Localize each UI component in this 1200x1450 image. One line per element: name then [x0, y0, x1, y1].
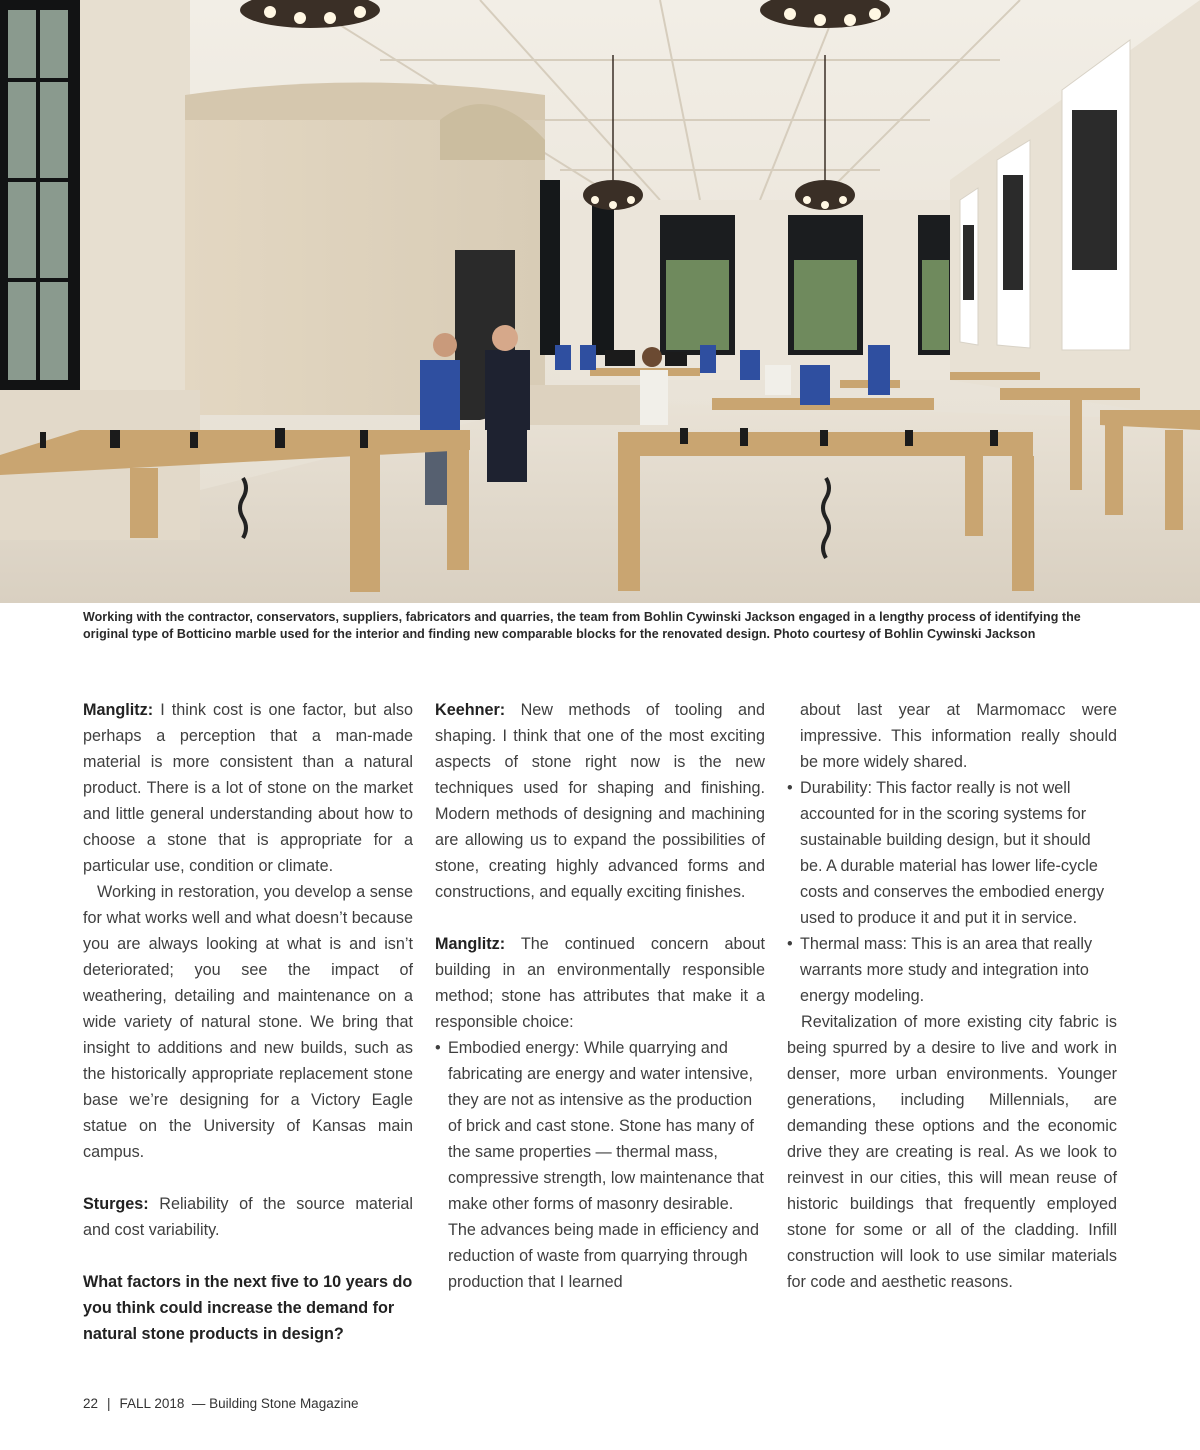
page-footer: [83, 1396, 358, 1411]
list-item-continuation: about last year at Marmomacc were impressive. This information really should be more widely shared.: [800, 701, 1117, 771]
paragraph-text: I think cost is one factor, but also perhaps a perception that a man-made material is more consistent than a natural product. There is a lot of stone on the market and little general understanding about how to choose a stone that is appropriate for a particular use, condition or climate.: [83, 701, 413, 875]
page-number: 22: [83, 1396, 99, 1411]
speaker-label: Manglitz:: [83, 701, 154, 719]
paragraph-text: New methods of tooling and shaping. I think that one of the most exciting aspects of stone right now is the new techniques used for shaping and finishing. Modern methods of designing and machining are allowing us to expand the possibilities of stone, creating highly advanced forms and constructions, and equally exciting finishes.: [435, 701, 765, 901]
speaker-label: Sturges:: [83, 1195, 149, 1213]
paragraph: Revitalization of more existing city fabric is being spurred by a desire to live and work in denser, more urban environments. Younger generations, including Millennials, are demanding these options and the economic drive they are creating is real. As we look to reinvest in our cities, this will mean reuse of historic buildings that frequently employed stone for some or all of the cladding. Infill construction will look to use similar materials for code and aesthetic reasons.: [787, 1013, 1117, 1291]
column-2: [435, 697, 765, 1295]
column-3: [787, 697, 1117, 1295]
interview-question: What factors in the next five to 10 years do you think could increase the demand for natural stone products in design?: [83, 1273, 413, 1343]
store-interior-illustration: [0, 0, 1200, 603]
paragraph: [435, 697, 765, 905]
paragraph: [83, 697, 413, 879]
list-item: • Durability: This factor really is not well accounted for in the scoring systems for sustainable building design, but it should be. A durable material has lower life-cycle costs and conserves the embodied energy used to produce it and put it in service.: [787, 775, 1117, 931]
hero-photo: [0, 0, 1200, 603]
list-item: • Thermal mass: This is an area that really warrants more study and integration into energy modeling.: [787, 931, 1117, 1009]
list-item: • Embodied energy: While quarrying and fabricating are energy and water intensive, they are not as intensive as the production of brick and cast stone. Stone has many of the same properties — thermal mass, compressive strength, low maintenance that make other forms of masonry desirable. The advances being made in efficiency and reduction of waste from quarrying through production that I learned: [435, 1035, 765, 1295]
speaker-label: Keehner:: [435, 701, 506, 719]
paragraph: Working in restoration, you develop a sense for what works well and what doesn’t because you are always looking at what is and isn’t deteriorated; you see the impact of weathering, detailing and maintenance on a wide variety of natural stone. We bring that insight to additions and new builds, such as the historically appropriate replacement stone base we’re designing for a Victory Eagle statue on the University of Kansas main campus.: [83, 883, 413, 1161]
column-1: [83, 697, 413, 1347]
paragraph-text: Reliability of the source material and cost variability.: [83, 1195, 413, 1239]
paragraph: [83, 1191, 413, 1243]
speaker-label: Manglitz:: [435, 935, 506, 953]
magazine-name: — Building Stone Magazine: [191, 1396, 359, 1411]
issue-label: FALL 2018: [119, 1396, 185, 1411]
paragraph: [435, 931, 765, 1035]
bullet-list: [787, 775, 1117, 1009]
bullet-list: [435, 1035, 765, 1295]
photo-caption: Working with the contractor, conservators, suppliers, fabricators and quarries, the team from Bohlin Cywinski Jackson engaged in a lengthy process of identifying the original type of Botticino marble used for the interior and finding new comparable blocks for the renovated design. Photo courtesy of Bohlin Cywinski Jackson: [83, 610, 1081, 641]
footer-divider: |: [107, 1396, 111, 1411]
paragraph-text: The continued concern about building in an environmentally responsible method; stone has attributes that make it a responsible choice:: [435, 935, 765, 1031]
